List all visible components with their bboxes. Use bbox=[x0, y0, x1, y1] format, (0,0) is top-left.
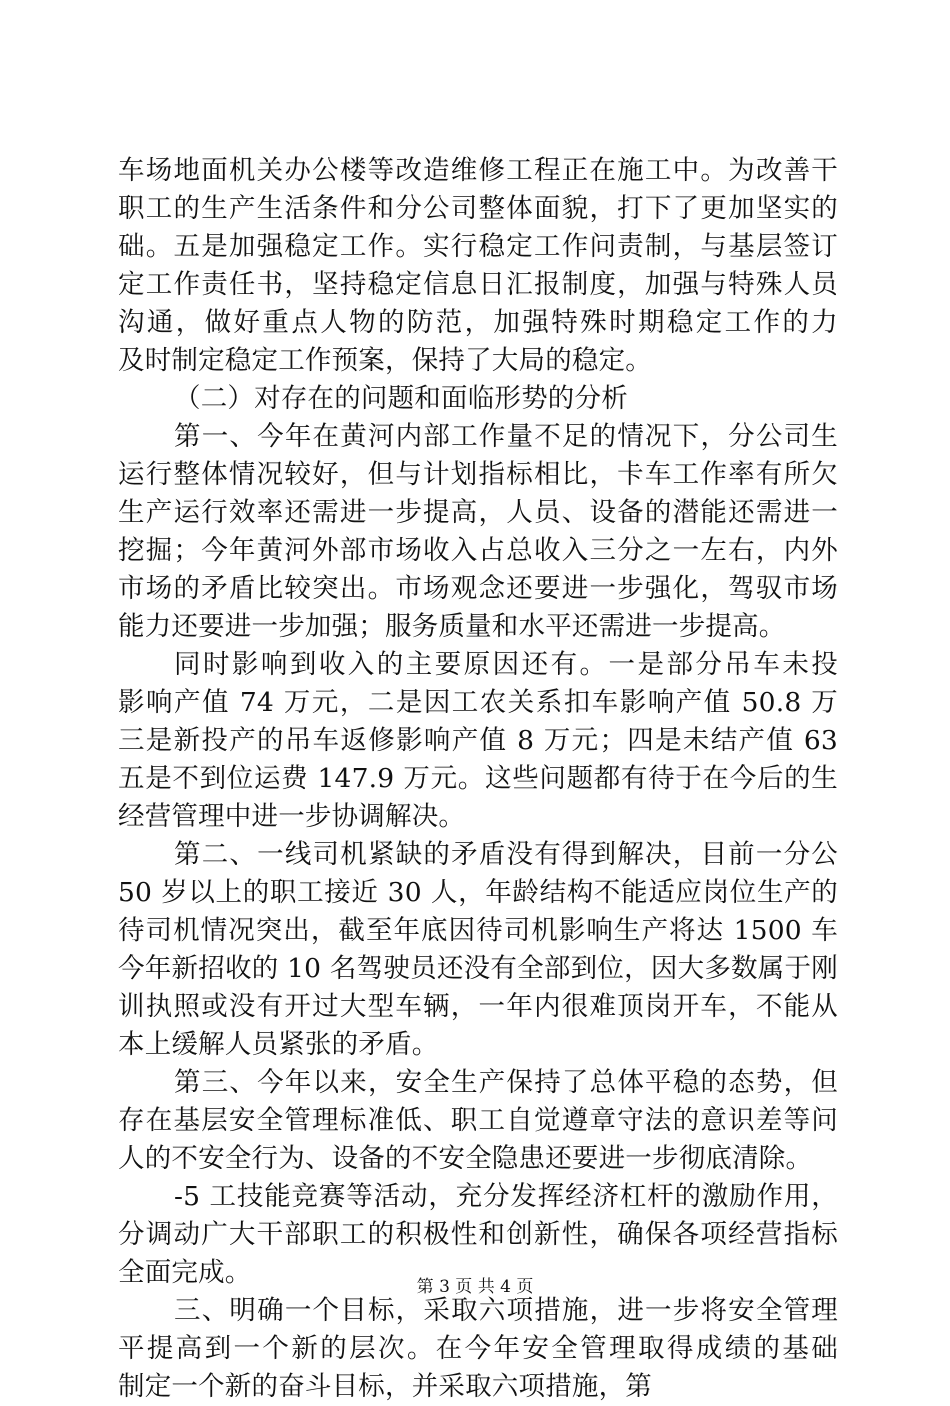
text-line: 定工作责任书，坚持稳定信息日汇报制度，加强与特殊人员 bbox=[118, 269, 838, 300]
text-line: 50 岁以上的职工接近 30 人，年龄结构不能适应岗位生产的 bbox=[118, 877, 838, 908]
text-line: 运行整体情况较好，但与计划指标相比，卡车工作率有所欠 bbox=[118, 459, 838, 490]
text-line: 影响产值 74 万元，二是因工农关系扣车影响产值 50.8 万 bbox=[118, 687, 838, 718]
text-line: 沟通，做好重点人物的防范，加强特殊时期稳定工作的力 bbox=[118, 307, 838, 338]
text-line: 待司机情况突出，截至年底因待司机影响生产将达 1500 车 bbox=[118, 915, 838, 946]
text-line: 及时制定稳定工作预案，保持了大局的稳定。 bbox=[118, 345, 652, 376]
text-line: 能力还要进一步加强；服务质量和水平还需进一步提高。 bbox=[118, 611, 786, 642]
text-line: -5 工技能竞赛等活动，充分发挥经济杠杆的激励作用， bbox=[174, 1181, 838, 1212]
text-line: 全面完成。 bbox=[118, 1257, 252, 1288]
page-footer: 第 3 页 共 4 页 bbox=[416, 1277, 534, 1297]
text-line: 本上缓解人员紧张的矛盾。 bbox=[118, 1029, 439, 1060]
text-line: 生产运行效率还需进一步提高，人员、设备的潜能还需进一 bbox=[118, 497, 838, 528]
text-line: 三、明确一个目标，采取六项措施，进一步将安全管理 bbox=[174, 1295, 838, 1326]
text-line: 经营管理中进一步协调解决。 bbox=[118, 801, 466, 832]
text-line: 分调动广大干部职工的积极性和创新性，确保各项经营指标 bbox=[118, 1219, 838, 1250]
text-line: 人的不安全行为、设备的不安全隐患还要进一步彻底清除。 bbox=[118, 1143, 813, 1174]
text-line: 三是新投产的吊车返修影响产值 8 万元；四是未结产值 63 bbox=[118, 725, 838, 756]
text-line: 同时影响到收入的主要原因还有。一是部分吊车未投 bbox=[174, 649, 838, 680]
text-line: （二）对存在的问题和面临形势的分析 bbox=[174, 383, 628, 414]
text-line: 五是不到位运费 147.9 万元。这些问题都有待于在今后的生 bbox=[118, 763, 838, 794]
document-body bbox=[118, 152, 838, 1406]
text-line: 第三、今年以来，安全生产保持了总体平稳的态势，但 bbox=[174, 1067, 838, 1098]
text-line: 平提高到一个新的层次。在今年安全管理取得成绩的基础 bbox=[118, 1333, 838, 1364]
text-line: 职工的生产生活条件和分公司整体面貌，打下了更加坚实的 bbox=[118, 193, 838, 224]
text-line: 第二、一线司机紧缺的矛盾没有得到解决，目前一分公 bbox=[174, 839, 838, 870]
text-line: 础。五是加强稳定工作。实行稳定工作问责制，与基层签订 bbox=[118, 231, 838, 262]
text-line: 车场地面机关办公楼等改造维修工程正在施工中。为改善干 bbox=[118, 155, 838, 186]
text-line: 存在基层安全管理标准低、职工自觉遵章守法的意识差等问 bbox=[118, 1105, 838, 1136]
text-line: 第一、今年在黄河内部工作量不足的情况下，分公司生 bbox=[174, 421, 838, 452]
text-line: 制定一个新的奋斗目标，并采取六项措施，第 bbox=[118, 1371, 652, 1402]
text-line: 今年新招收的 10 名驾驶员还没有全部到位，因大多数属于刚 bbox=[118, 953, 838, 984]
text-line: 挖掘；今年黄河外部市场收入占总收入三分之一左右，内外 bbox=[118, 535, 838, 566]
text-line: 市场的矛盾比较突出。市场观念还要进一步强化，驾驭市场 bbox=[118, 573, 838, 604]
text-line: 训执照或没有开过大型车辆，一年内很难顶岗开车，不能从 bbox=[118, 991, 838, 1022]
